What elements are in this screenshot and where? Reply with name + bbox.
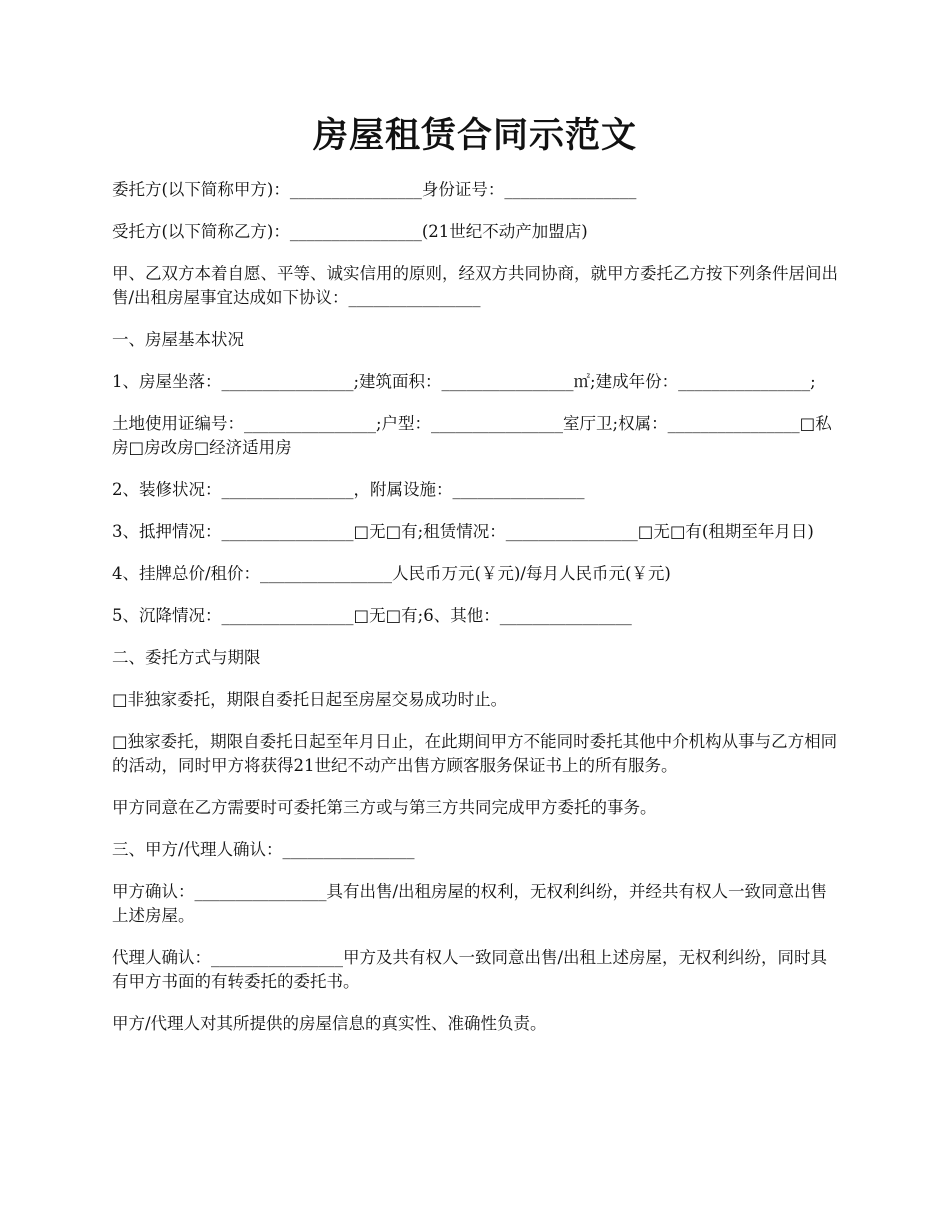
clause-agent-confirm: 代理人确认：________________甲方及共有权人一致同意出售/出租上述房屋，无权利纠纷，同时具有甲方书面的有转委托的委托书。	[112, 948, 828, 991]
clause-principal-party: 委托方(以下简称甲方)：________________身份证号：________________	[112, 180, 637, 199]
clause-decoration: 2、装修状况：________________，附属设施：________________	[112, 480, 585, 499]
clause-property-location: 1、房屋坐落：________________;建筑面积：________________㎡;建成年份：________________;	[112, 372, 816, 391]
clause-third-party: 甲方同意在乙方需要时可委托第三方或与第三方共同完成甲方委托的事务。	[112, 798, 657, 817]
section-heading-confirmation: 三、甲方/代理人确认：________________	[112, 840, 415, 859]
clause-non-exclusive: □非独家委托，期限自委托日起至房屋交易成功时止。	[112, 690, 508, 709]
clause-party-a-confirm: 甲方确认：________________具有出售/出租房屋的权利，无权利纠纷，并经共有权人一致同意出售上述房屋。	[112, 882, 828, 925]
clause-agent-party: 受托方(以下简称乙方)：________________(21世纪不动产加盟店)	[112, 222, 588, 241]
clause-listing-price: 4、挂牌总价/租价：________________人民币万元(￥元)/每月人民币元(￥元)	[112, 564, 671, 583]
clause-agreement-intro: 甲、乙双方本着自愿、平等、诚实信用的原则，经双方共同协商，就甲方委托乙方按下列条件居间出售/出租房屋事宜达成如下协议：________________	[112, 264, 838, 307]
clause-land-certificate: 土地使用证编号：________________;户型：________________室厅卫;权属：________________□私房□房改房□经济适用房	[112, 414, 832, 457]
section-heading-property-status: 一、房屋基本状况	[112, 330, 244, 349]
clause-settlement-other: 5、沉降情况：________________□无□有;6、其他：________________	[112, 606, 632, 625]
section-heading-entrust-method: 二、委托方式与期限	[112, 648, 261, 667]
document-title: 房屋租赁合同示范文	[312, 115, 637, 156]
clause-mortgage-lease: 3、抵押情况：________________□无□有;租赁情况：________________□无□有(租期至年月日)	[112, 522, 814, 541]
clause-responsibility: 甲方/代理人对其所提供的房屋信息的真实性、准确性负责。	[112, 1014, 547, 1033]
clause-exclusive: □独家委托，期限自委托日起至年月日止，在此期间甲方不能同时委托其他中介机构从事与乙方相同的活动，同时甲方将获得21世纪不动产出售方顾客服务保证书上的所有服务。	[112, 732, 838, 775]
document-body	[112, 178, 840, 1054]
